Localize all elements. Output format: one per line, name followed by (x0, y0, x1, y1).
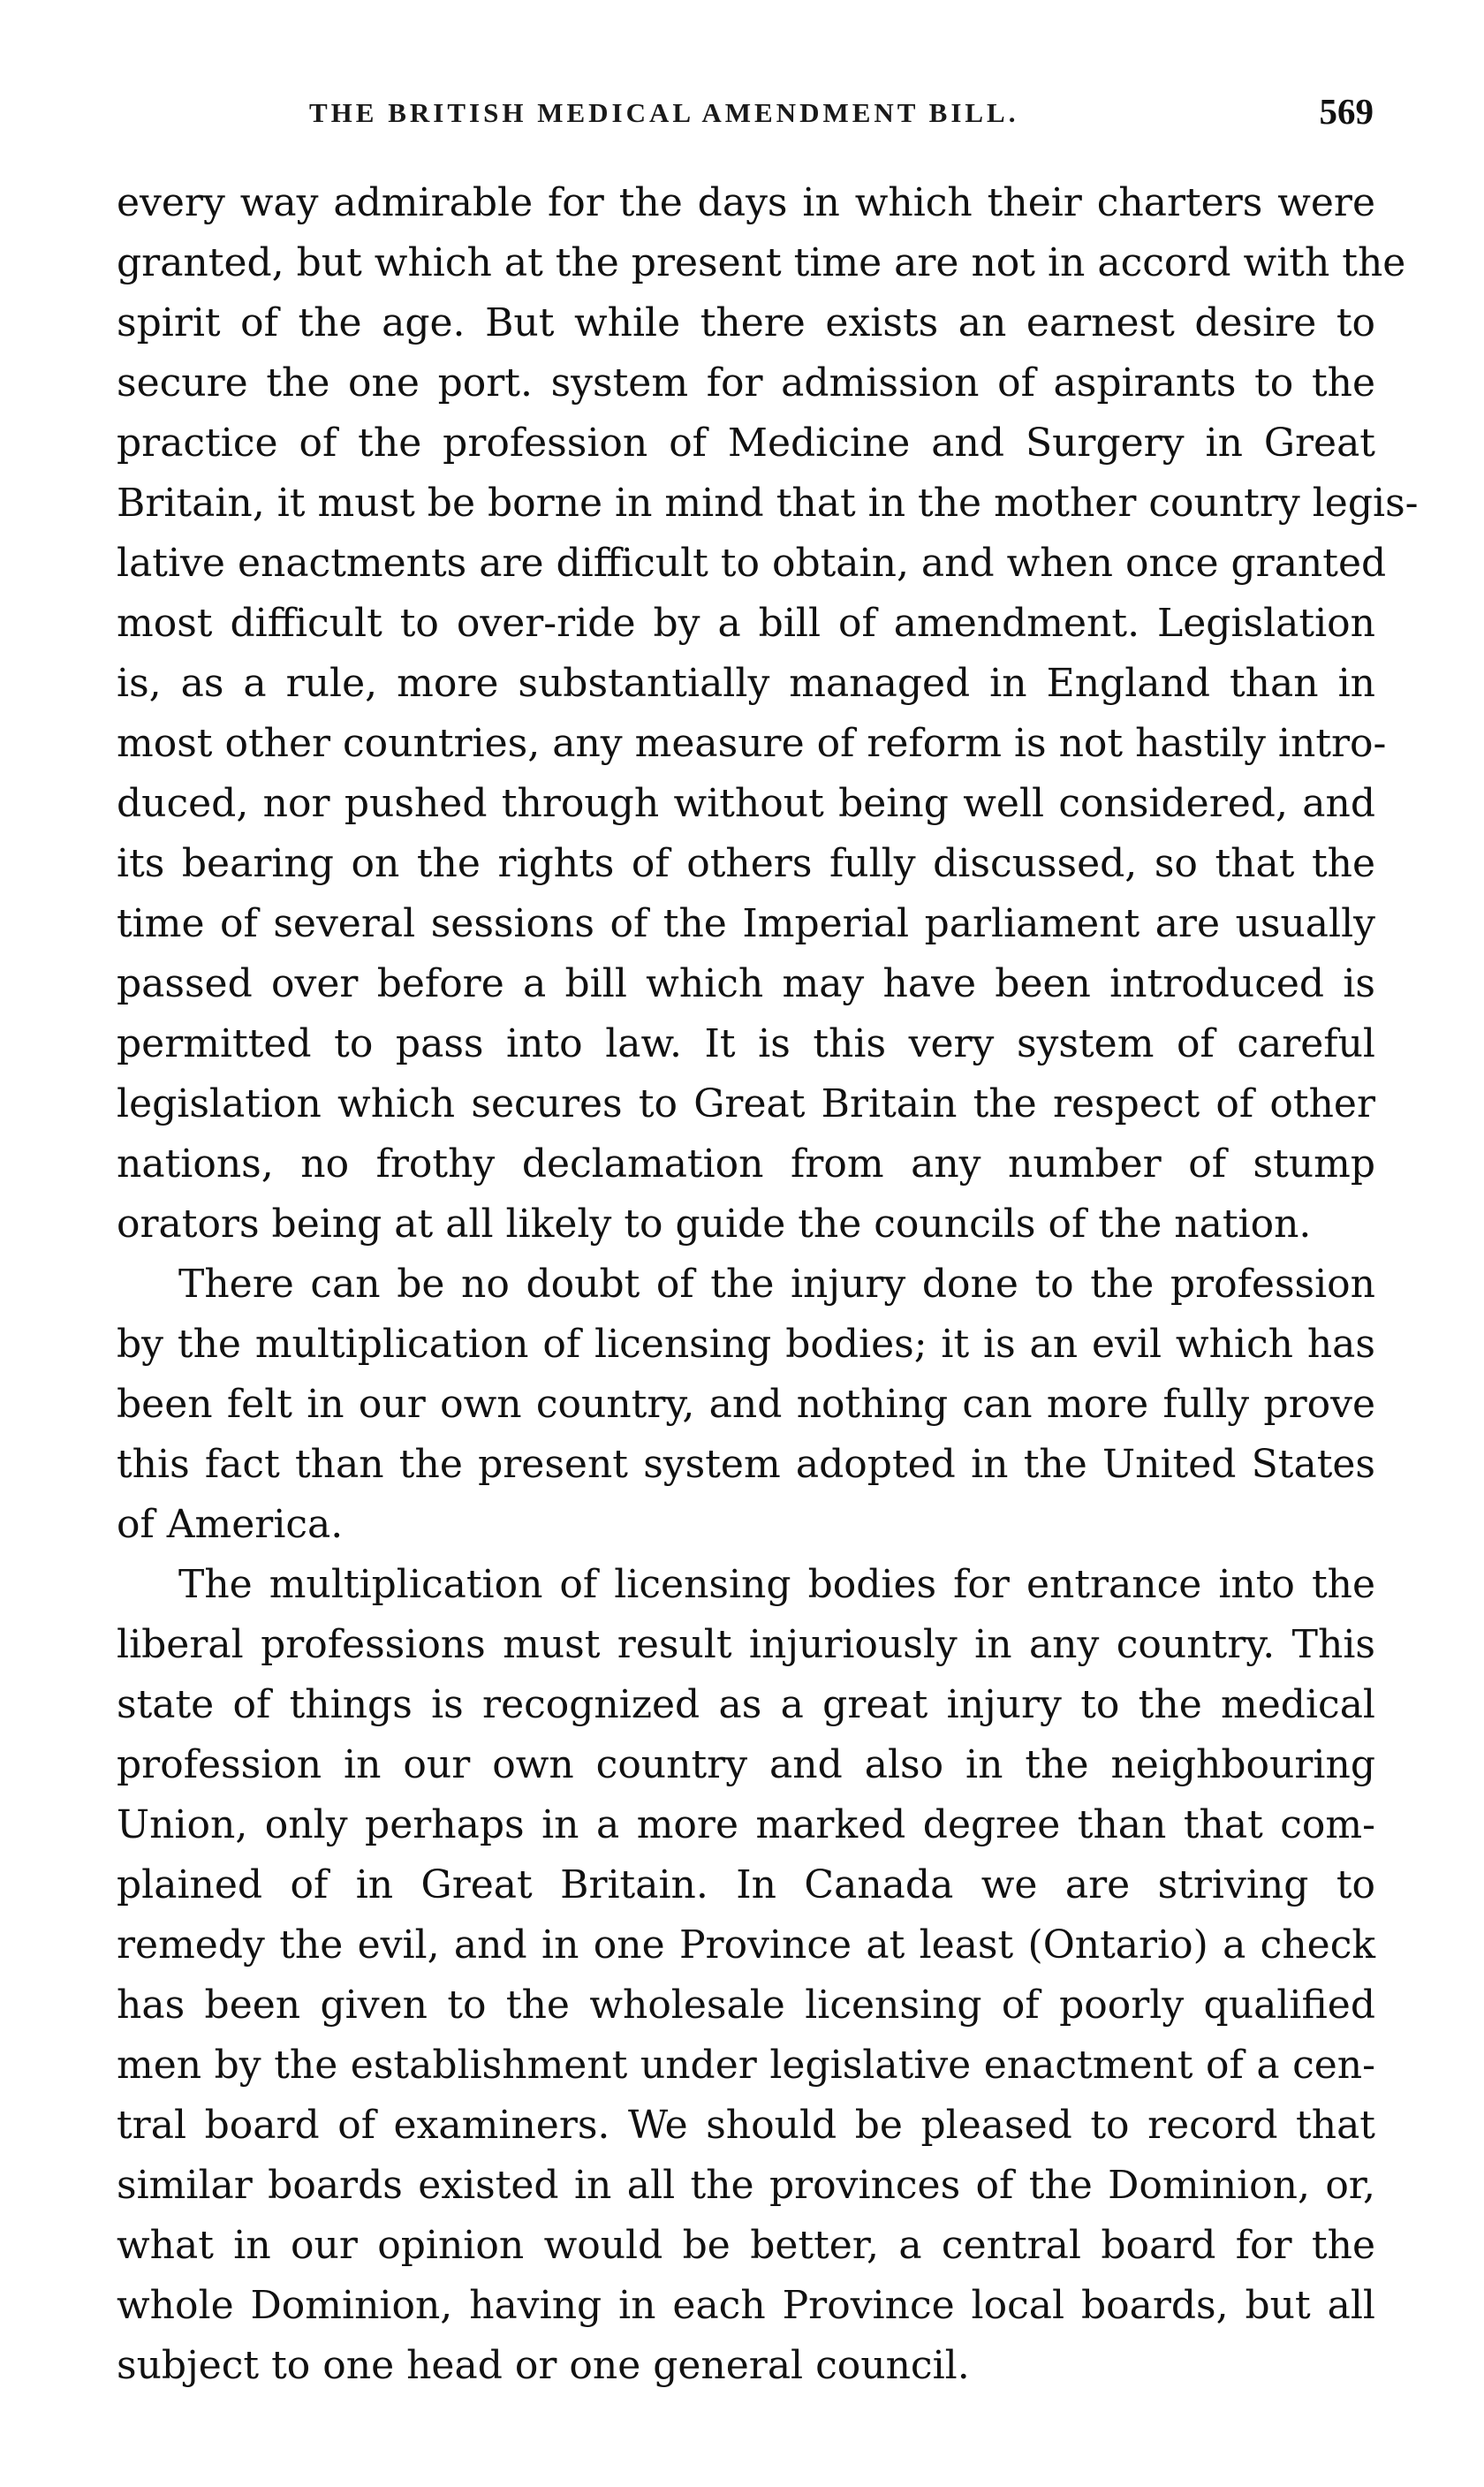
text-line: passed over before a bill which may have been introduced is (117, 961, 1375, 1006)
text-line: this fact than the present system adopted in the United States (117, 1442, 1375, 1487)
body-text (117, 173, 1419, 2396)
text-line: subject to one head or one general council. (117, 2343, 970, 2388)
running-title: THE BRITISH MEDICAL AMENDMENT BILL. (309, 97, 1019, 128)
text-line: Union, only perhaps in a more marked degree than that com- (117, 1802, 1375, 1847)
text-line: remedy the evil, and in one Province at least (Ontario) a check (117, 1922, 1375, 1968)
text-line: has been given to the wholesale licensing of poorly qualified (117, 1983, 1375, 2028)
text-line: whole Dominion, having in each Province local boards, but all (117, 2283, 1375, 2328)
page-number: 569 (1319, 91, 1374, 132)
text-line: its bearing on the rights of others fully discussed, so that the (117, 841, 1375, 886)
text-line: most difficult to over-ride by a bill of amendment. Legislation (117, 601, 1375, 646)
text-line: by the multiplication of licensing bodies; it is an evil which has (117, 1322, 1375, 1367)
text-line: nations, no frothy declamation from any number of stump (117, 1141, 1375, 1187)
document-page (117, 85, 1419, 2388)
text-line: liberal professions must result injuriously in any country. This (117, 1622, 1375, 1667)
paragraph-1 (117, 173, 1419, 1255)
text-line: lative enactments are difficult to obtain, and when once granted (117, 541, 1387, 586)
text-line: duced, nor pushed through without being well considered, and (117, 781, 1375, 826)
text-line: is, as a rule, more substantially managed in England than in (117, 661, 1375, 706)
text-line: spirit of the age. But while there exists an earnest desire to (117, 300, 1375, 345)
text-line: every way admirable for the days in which their charters were (117, 180, 1375, 225)
text-line: permitted to pass into law. It is this very system of careful (117, 1021, 1375, 1066)
text-line: most other countries, any measure of reform is not hastily intro- (117, 721, 1387, 766)
text-line: There can be no doubt of the injury done to the profession (178, 1262, 1375, 1307)
text-line: men by the establishment under legislative enactment of a cen- (117, 2043, 1375, 2088)
text-line: granted, but which at the present time are not in accord with the (117, 240, 1406, 285)
text-line: legislation which secures to Great Britain the respect of other (117, 1081, 1375, 1126)
paragraph-2 (117, 1255, 1375, 1555)
text-line: similar boards existed in all the provinces of the Dominion, or, (117, 2163, 1375, 2208)
text-line: tral board of examiners. We should be pleased to record that (117, 2103, 1375, 2148)
text-line: state of things is recognized as a great injury to the medical (117, 1682, 1375, 1727)
text-line: been felt in our own country, and nothing can more fully prove (117, 1382, 1375, 1427)
text-line: of America. (117, 1502, 344, 1547)
text-line: plained of in Great Britain. In Canada we are striving to (117, 1862, 1375, 1907)
text-line: Britain, it must be borne in mind that in the mother country legis- (117, 481, 1419, 526)
running-header (117, 85, 1375, 138)
text-line: secure the one port. system for admission of aspirants to the (117, 360, 1375, 406)
text-line: The multiplication of licensing bodies for entrance into the (178, 1562, 1375, 1607)
paragraph-3 (117, 1555, 1375, 2396)
text-line: orators being at all likely to guide the councils of the nation. (117, 1202, 1312, 1247)
text-line: practice of the profession of Medicine and Surgery in Great (117, 421, 1375, 466)
text-line: what in our opinion would be better, a central board for the (117, 2223, 1375, 2268)
text-line: profession in our own country and also in the neighbouring (117, 1742, 1375, 1787)
text-line: time of several sessions of the Imperial parliament are usually (117, 901, 1375, 946)
